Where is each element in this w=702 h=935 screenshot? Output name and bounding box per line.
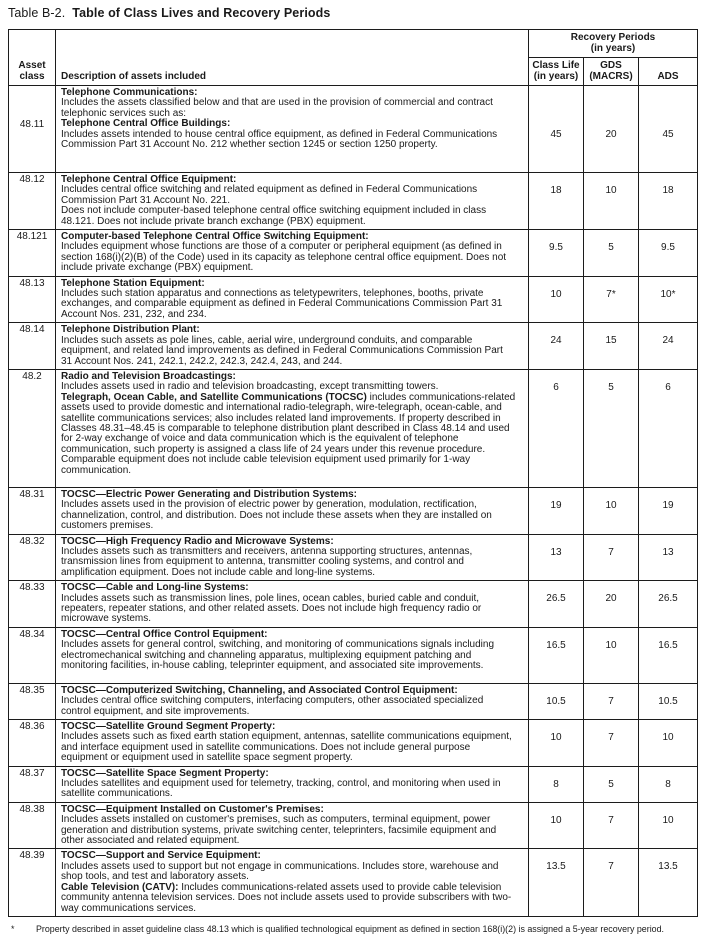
description-paragraph [61, 185, 516, 206]
ads-cell: 9.5 [639, 230, 698, 277]
gds-cell: 10 [584, 487, 639, 534]
table-row [9, 534, 698, 581]
header-recovery-line1: Recovery Periods [570, 32, 656, 43]
class-life-cell: 8 [529, 766, 584, 802]
description-heading-text: Telephone Station Equipment: [61, 277, 205, 289]
description-paragraph [61, 130, 516, 151]
ads-cell: 10 [639, 802, 698, 849]
class-life-cell: 9.5 [529, 230, 584, 277]
asset-class-cell: 48.32 [9, 534, 56, 581]
description-body-text: Includes central office switching and related equipment as defined in Federal Communications Commission Part 31 Account No. 221. [61, 184, 478, 206]
description-body-text: Includes assets intended to house central office equipment, as defined in Federal Communications Commission Part 31 Account No. 212 whether section 1245 or section 1250 property. [61, 128, 498, 151]
asset-class-cell: 48.2 [9, 369, 56, 487]
description-heading-text: Telephone Distribution Plant: [61, 324, 200, 336]
description-cell [56, 627, 529, 683]
gds-cell: 7 [584, 683, 639, 719]
class-life-cell: 18 [529, 173, 584, 230]
description-body-text: Includes assets used in radio and television broadcasting, except transmitting towers. [61, 381, 439, 393]
description-paragraph [61, 640, 516, 671]
description-heading-text: Telephone Central Office Equipment: [61, 174, 237, 185]
header-asset-class-line2: class [19, 71, 45, 82]
header-gds-line1: GDS [600, 60, 622, 71]
gds-cell: 7 [584, 802, 639, 849]
table-row [9, 230, 698, 277]
gds-cell: 20 [584, 581, 639, 628]
description-cell [56, 369, 529, 487]
class-life-cell: 10 [529, 802, 584, 849]
description-heading-text: TOCSC—Cable and Long-line Systems: [61, 582, 249, 594]
asset-class-cell: 48.39 [9, 849, 56, 916]
ads-cell: 10.5 [639, 683, 698, 719]
description-body-text: Includes assets used in the provision of electric power by generation, modulation, rectification, channelization, control, and distribution. Does not include these assets when they are installed on customers premises. [61, 499, 492, 532]
description-heading-text: TOCSC—Electric Power Generating and Distribution Systems: [61, 488, 357, 500]
table-row [9, 581, 698, 628]
description-cell [56, 487, 529, 534]
description-heading-text: Telephone Central Office Buildings: [61, 118, 231, 130]
description-cell [56, 534, 529, 581]
class-life-cell: 24 [529, 323, 584, 370]
description-body-text: Includes assets installed on customer's premises, such as computers, terminal equipment, power generation and distribution systems, private switching center, teleprinters, facsimile equipment and other associated and related equipment. [61, 814, 497, 847]
description-body-text: Includes communications-related assets used to provide cable television community antenna television services. Does not include assets used to provide subscribers with two-way communications services. [61, 881, 512, 914]
table-number: Table B-2. [8, 6, 66, 20]
header-recovery-line2: (in years) [590, 43, 636, 54]
description-heading-text: TOCSC—Support and Service Equipment: [61, 850, 261, 862]
class-life-cell: 26.5 [529, 581, 584, 628]
asset-class-cell: 48.13 [9, 276, 56, 323]
description-body-text: Includes assets used to support but not engage in communications. Includes store, warehouse and shop tools, and test and laboratory assets. [61, 860, 499, 883]
ads-cell: 10* [639, 276, 698, 323]
table-body [9, 86, 698, 917]
description-heading-text: TOCSC—Satellite Ground Segment Property: [61, 721, 276, 732]
description-body-text: Includes assets for general control, switching, and monitoring of communications signals including electromechanical switching and channeling apparatus, multiplexing equipment patching and monitoring facilities, in-house cabling, teleprinter equipment, and associated site improvements. [61, 639, 495, 671]
description-cell [56, 581, 529, 628]
class-life-cell: 13.5 [529, 849, 584, 916]
ads-cell: 19 [639, 487, 698, 534]
table-row [9, 627, 698, 683]
header-gds [584, 58, 639, 86]
gds-cell: 10 [584, 627, 639, 683]
asset-class-cell: 48.36 [9, 720, 56, 767]
ads-cell: 8 [639, 766, 698, 802]
description-cell [56, 86, 529, 173]
description-paragraph [61, 500, 516, 531]
gds-cell: 7 [584, 849, 639, 916]
gds-cell: 10 [584, 173, 639, 230]
description-heading-text: Computer-based Telephone Central Office Switching Equipment: [61, 231, 369, 243]
ads-cell: 16.5 [639, 627, 698, 683]
description-cell [56, 276, 529, 323]
description-body-text: Includes the assets classified below and that are used in the provision of commercial and contract telephonic services such as: [61, 97, 493, 119]
description-heading-text: Telegraph, Ocean Cable, and Satellite Communications (TOCSC) [61, 391, 367, 403]
ads-cell: 45 [639, 86, 698, 173]
description-heading-text: Telephone Communications: [61, 87, 198, 98]
description-paragraph [61, 98, 516, 119]
table-row [9, 86, 698, 173]
gds-cell: 7 [584, 534, 639, 581]
header-recovery-periods [529, 30, 698, 58]
description-cell [56, 802, 529, 849]
gds-cell: 20 [584, 86, 639, 173]
ads-cell: 26.5 [639, 581, 698, 628]
page-title [8, 6, 697, 20]
asset-class-cell: 48.34 [9, 627, 56, 683]
header-asset-class-line1: Asset [18, 60, 46, 71]
description-paragraph [61, 815, 516, 846]
description-body-text: Includes assets such as fixed earth station equipment, antennas, satellite communications equipment, and interface equipment used in satellite communications. Does not include general purpose equipment or equipment used in satellite space segment property. [61, 731, 512, 764]
asset-class-cell: 48.12 [9, 173, 56, 230]
description-cell [56, 849, 529, 916]
table-row [9, 276, 698, 323]
description-body-text: Includes equipment whose functions are those of a computer or peripheral equipment (as defined in section 168(i)(2)(B) of the Code) used in its capacity as telephone central office equipment. Does not include private exchange (PBX) equipment. [61, 241, 507, 274]
ads-cell: 18 [639, 173, 698, 230]
asset-class-cell: 48.121 [9, 230, 56, 277]
description-body-text: includes communications-related assets used to provide domestic and international radio-telegraph, wire-telegraph, ocean-cable, and satellite communications services; also includes related land improvements. If property described in Classes 48.31–48.45 is comparable to telephone distribution plant described in Class 48.14 and used for 2-way exchange of voice and data communication which is the equivalent of telephone communication, such property is assigned a class life of 24 years under this revenue procedure. Comparable equipment does not include cable television equipment used primarily for 1-way communication. [61, 391, 516, 476]
class-life-cell: 45 [529, 86, 584, 173]
class-lives-table [8, 29, 698, 917]
gds-cell: 15 [584, 323, 639, 370]
ads-cell: 6 [639, 369, 698, 487]
description-body-text: Includes such station apparatus and connections as teletypewriters, telephones, booths, private exchanges, and comparable equipment as defined in Federal Communications Commission Part 31 Account Nos. 231, 232, and 234. [61, 288, 503, 320]
asset-class-cell: 48.14 [9, 323, 56, 370]
header-asset-class [9, 30, 56, 86]
description-paragraph [61, 289, 516, 320]
asset-class-cell: 48.33 [9, 581, 56, 628]
footnote-text: Property described in asset guideline class 48.13 which is qualified technological equipment as defined in section 168(i)(2) is assigned a 5-year recovery period. [36, 923, 665, 934]
asset-class-cell: 48.35 [9, 683, 56, 719]
table-row [9, 683, 698, 719]
description-paragraph [61, 242, 516, 273]
description-paragraph [61, 732, 516, 763]
table-row [9, 766, 698, 802]
asset-class-cell: 48.37 [9, 766, 56, 802]
description-paragraph [61, 862, 516, 883]
description-body-text: Includes assets such as transmitters and receivers, antenna supporting structures, antennas, transmission lines from equipment to antenna, transmitter cooling systems, and control and amplification equipment. Does not include cable and long-line systems. [61, 545, 473, 578]
ads-cell: 13 [639, 534, 698, 581]
class-life-cell: 19 [529, 487, 584, 534]
class-life-cell: 6 [529, 369, 584, 487]
description-paragraph [61, 547, 516, 578]
header-description: Description of assets included [56, 30, 529, 86]
description-heading-text: TOCSC—High Frequency Radio and Microwave Systems: [61, 535, 334, 547]
table-row [9, 323, 698, 370]
description-paragraph [61, 206, 516, 227]
description-cell [56, 173, 529, 230]
class-life-cell: 10 [529, 276, 584, 323]
table-row [9, 802, 698, 849]
description-paragraph [61, 594, 516, 625]
description-paragraph [61, 883, 516, 914]
description-heading-text: Radio and Television Broadcastings: [61, 370, 236, 382]
gds-cell: 5 [584, 766, 639, 802]
ads-cell: 24 [639, 323, 698, 370]
header-ads: ADS [639, 58, 698, 86]
class-life-cell: 10 [529, 720, 584, 767]
footnote-marker: * [11, 923, 15, 934]
description-paragraph [61, 393, 516, 476]
header-gds-line2: (MACRS) [589, 71, 633, 82]
description-heading-text: TOCSC—Computerized Switching, Channeling, and Associated Control Equipment: [61, 684, 458, 696]
header-class-life [529, 58, 584, 86]
table-title: Table of Class Lives and Recovery Periods [72, 6, 331, 20]
description-heading-text: TOCSC—Satellite Space Segment Property: [61, 767, 269, 779]
description-heading-text: TOCSC—Equipment Installed on Customer's Premises: [61, 803, 324, 815]
gds-cell: 5 [584, 369, 639, 487]
description-paragraph [61, 696, 516, 717]
class-life-cell: 10.5 [529, 683, 584, 719]
description-body-text: Includes satellites and equipment used for telemetry, tracking, control, and monitoring when used in satellite communications. [61, 778, 501, 800]
gds-cell: 5 [584, 230, 639, 277]
table-row [9, 720, 698, 767]
description-heading-text: Cable Television (CATV): [61, 881, 179, 893]
description-cell [56, 230, 529, 277]
table-row [9, 173, 698, 230]
class-life-cell: 13 [529, 534, 584, 581]
ads-cell: 13.5 [639, 849, 698, 916]
description-body-text: Includes such assets as pole lines, cable, aerial wire, underground conduits, and comparable equipment, and related land improvements as defined in Federal Communications Commission Part 31 Account Nos. 241, 242.1, 242.2, 242.3, 242.4, 243, and 244. [61, 334, 503, 367]
description-heading-text: TOCSC—Central Office Control Equipment: [61, 628, 268, 640]
description-cell [56, 720, 529, 767]
gds-cell: 7* [584, 276, 639, 323]
table-header [9, 30, 698, 86]
description-paragraph [61, 336, 516, 367]
header-class-life-line2: (in years) [533, 71, 579, 82]
table-row [9, 487, 698, 534]
class-life-cell: 16.5 [529, 627, 584, 683]
table-row [9, 849, 698, 916]
description-paragraph [61, 779, 516, 800]
gds-cell: 7 [584, 720, 639, 767]
ads-cell: 10 [639, 720, 698, 767]
asset-class-cell: 48.31 [9, 487, 56, 534]
description-body-text: Includes assets such as transmission lines, pole lines, ocean cables, buried cable and conduit, repeaters, repeater stations, and other related assets. Does not include high frequency radio or microwave systems. [61, 592, 482, 625]
asset-class-cell: 48.11 [9, 86, 56, 173]
description-body-text: Does not include computer-based telephone central office switching equipment included in class 48.121. Does not include private branch exchange (PBX) equipment. [61, 205, 487, 227]
description-cell [56, 683, 529, 719]
description-cell [56, 323, 529, 370]
header-class-life-line1: Class Life [532, 60, 580, 71]
description-body-text: Includes central office switching computers, interfacing computers, other associated specialized control equipment, and site improvements. [61, 695, 484, 717]
footnote [8, 924, 697, 935]
table-row [9, 369, 698, 487]
description-cell [56, 766, 529, 802]
asset-class-cell: 48.38 [9, 802, 56, 849]
